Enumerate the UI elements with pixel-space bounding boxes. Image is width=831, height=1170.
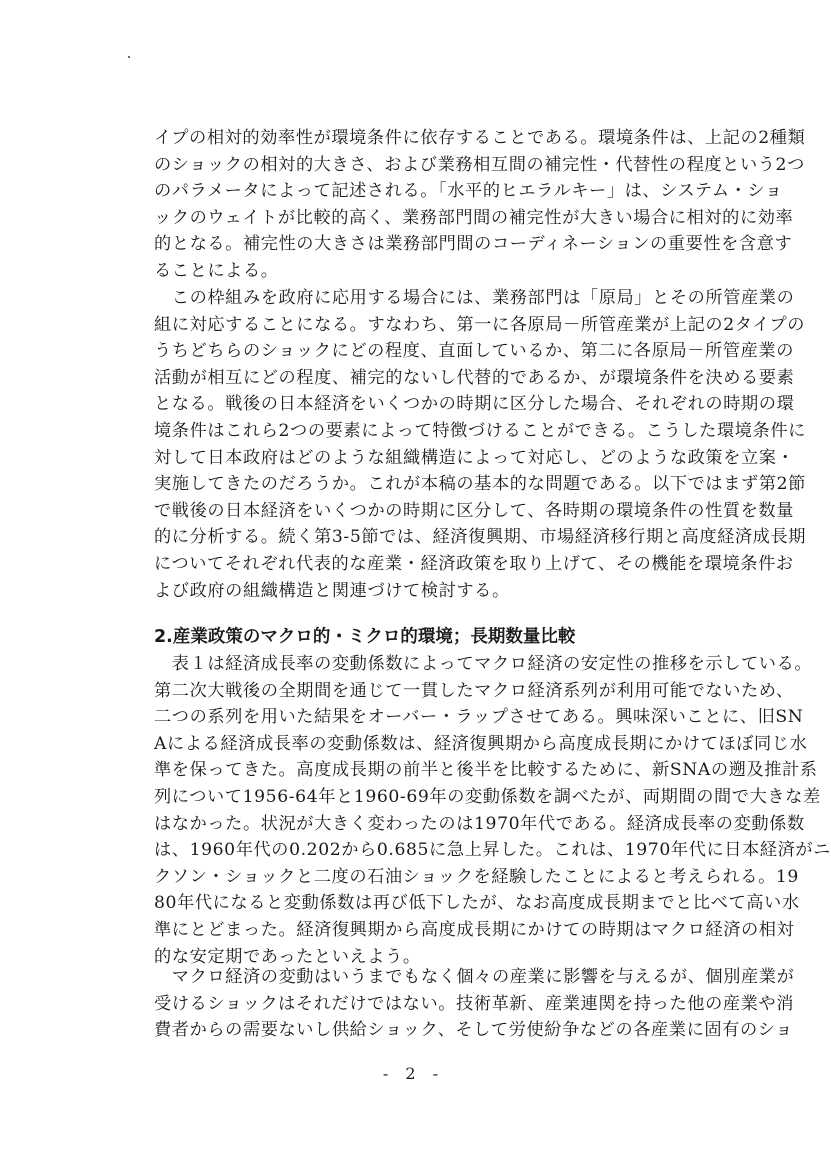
section-heading: 2.産業政策のマクロ的・ミクロ的環境；長期数量比較 xyxy=(154,627,576,647)
paragraph-intro-continuation xyxy=(154,125,806,285)
text-line: 80年代になると変動係数は再び低下したが、なお高度成長期までと比べて高い水 xyxy=(154,893,800,914)
text-line: ることによる。 xyxy=(154,260,279,281)
text-line: 対して日本政府はどのような組織構造によって対応し、どのような政策を立案・ xyxy=(154,447,795,468)
text-line: Aによる経済成長率の変動係数は、経済復興期から高度成長期にかけてほぼ同じ水 xyxy=(154,733,808,754)
text-line: 的な安定期であったといえよう。 xyxy=(154,946,421,967)
text-line: 受けるショックはそれだけではない。技術革新、産業連関を持った他の産業や消 xyxy=(154,993,795,1014)
paragraph-industry-shocks xyxy=(154,964,795,1044)
text-line: は、1960年代の0.202から0.685に急上昇した。これは、1970年代に日本経済がニ xyxy=(154,840,831,861)
text-line: についてそれぞれ代表的な産業・経済政策を取り上げて、その機能を環境条件お xyxy=(154,553,794,574)
text-line: で戦後の日本経済をいくつかの時期に区分して、各時期の環境条件の性質を数量 xyxy=(154,500,795,521)
text-line: ックのウェイトが比較的高く、業務部門間の補完性が大きい場合に相対的に効率 xyxy=(154,207,794,228)
text-line: よび政府の組織構造と関連づけて検討する。 xyxy=(154,580,510,601)
text-line: 組に対応することになる。すなわち、第一に各原局－所管産業が上記の2タイプの xyxy=(154,314,806,335)
text-line: 活動が相互にどの程度、補完的ないし代替的であるか、が環境条件を決める要素 xyxy=(154,367,795,388)
page-number: - 2 - xyxy=(382,1064,445,1083)
text-line: 的となる。補完性の大きさは業務部門間のコーディネーションの重要性を含意す xyxy=(154,234,793,255)
text-line: この枠組みを政府に応用する場合には、業務部門は「原局」とその所管産業の xyxy=(154,288,795,308)
paragraph-macro-stability xyxy=(154,651,831,970)
text-line: 表１は経済成長率の変動係数によってマクロ経済の安定性の推移を示している。 xyxy=(154,654,813,674)
paragraph-framework xyxy=(154,285,807,604)
text-line: 的に分析する。続く第3-5節では、経済復興期、市場経済移行期と高度経済成長期 xyxy=(154,527,807,548)
text-line: うちどちらのショックにどの程度、直面しているか、第二に各原局－所管産業の xyxy=(154,341,795,362)
text-line: 第二次大戦後の全期間を通じて一貫したマクロ経済系列が利用可能でないため、 xyxy=(154,680,794,701)
scan-speck xyxy=(128,56,130,58)
text-line: のパラメータによって記述される。「水平的ヒエラルキー」は、システム・ショ xyxy=(154,181,783,202)
text-line: 境条件はこれら2つの要素によって特徴づけることができる。こうした環境条件に xyxy=(154,420,806,441)
text-line: クソン・ショックと二度の石油ショックを経験したことによると考えられる。19 xyxy=(154,866,799,887)
text-line: のショックの相対的大きさ、および業務相互間の補完性・代替性の程度という2つ xyxy=(154,154,805,175)
text-line: 二つの系列を用いた結果をオーバー・ラップさせてある。興味深いことに、旧SN xyxy=(154,707,804,728)
text-line: マクロ経済の変動はいうまでもなく個々の産業に影響を与えるが、個別産業が xyxy=(154,967,795,987)
text-line: イプの相対的効率性が環境条件に依存することである。環境条件は、上記の2種類 xyxy=(154,128,806,148)
text-line: となる。戦後の日本経済をいくつかの時期に区分した場合、それぞれの時期の環 xyxy=(154,394,795,415)
text-line: 実施してきたのだろうか。これが本稿の基本的な問題である。以下ではまず第2節 xyxy=(154,474,806,495)
text-line: 列について1956-64年と1960-69年の変動係数を調べたが、両期間の間で大きな差 xyxy=(154,786,821,807)
text-line: はなかった。状況が大きく変わったのは1970年代である。経済成長率の変動係数 xyxy=(154,813,805,834)
text-line: 準にとどまった。経済復興期から高度成長期にかけての時期はマクロ経済の相対 xyxy=(154,919,795,940)
text-line: 費者からの需要ないし供給ショック、そして労使紛争などの各産業に固有のショ xyxy=(154,1020,793,1041)
text-line: 準を保ってきた。高度成長期の前半と後半を比較するために、新SNAの遡及推計系 xyxy=(154,760,818,781)
